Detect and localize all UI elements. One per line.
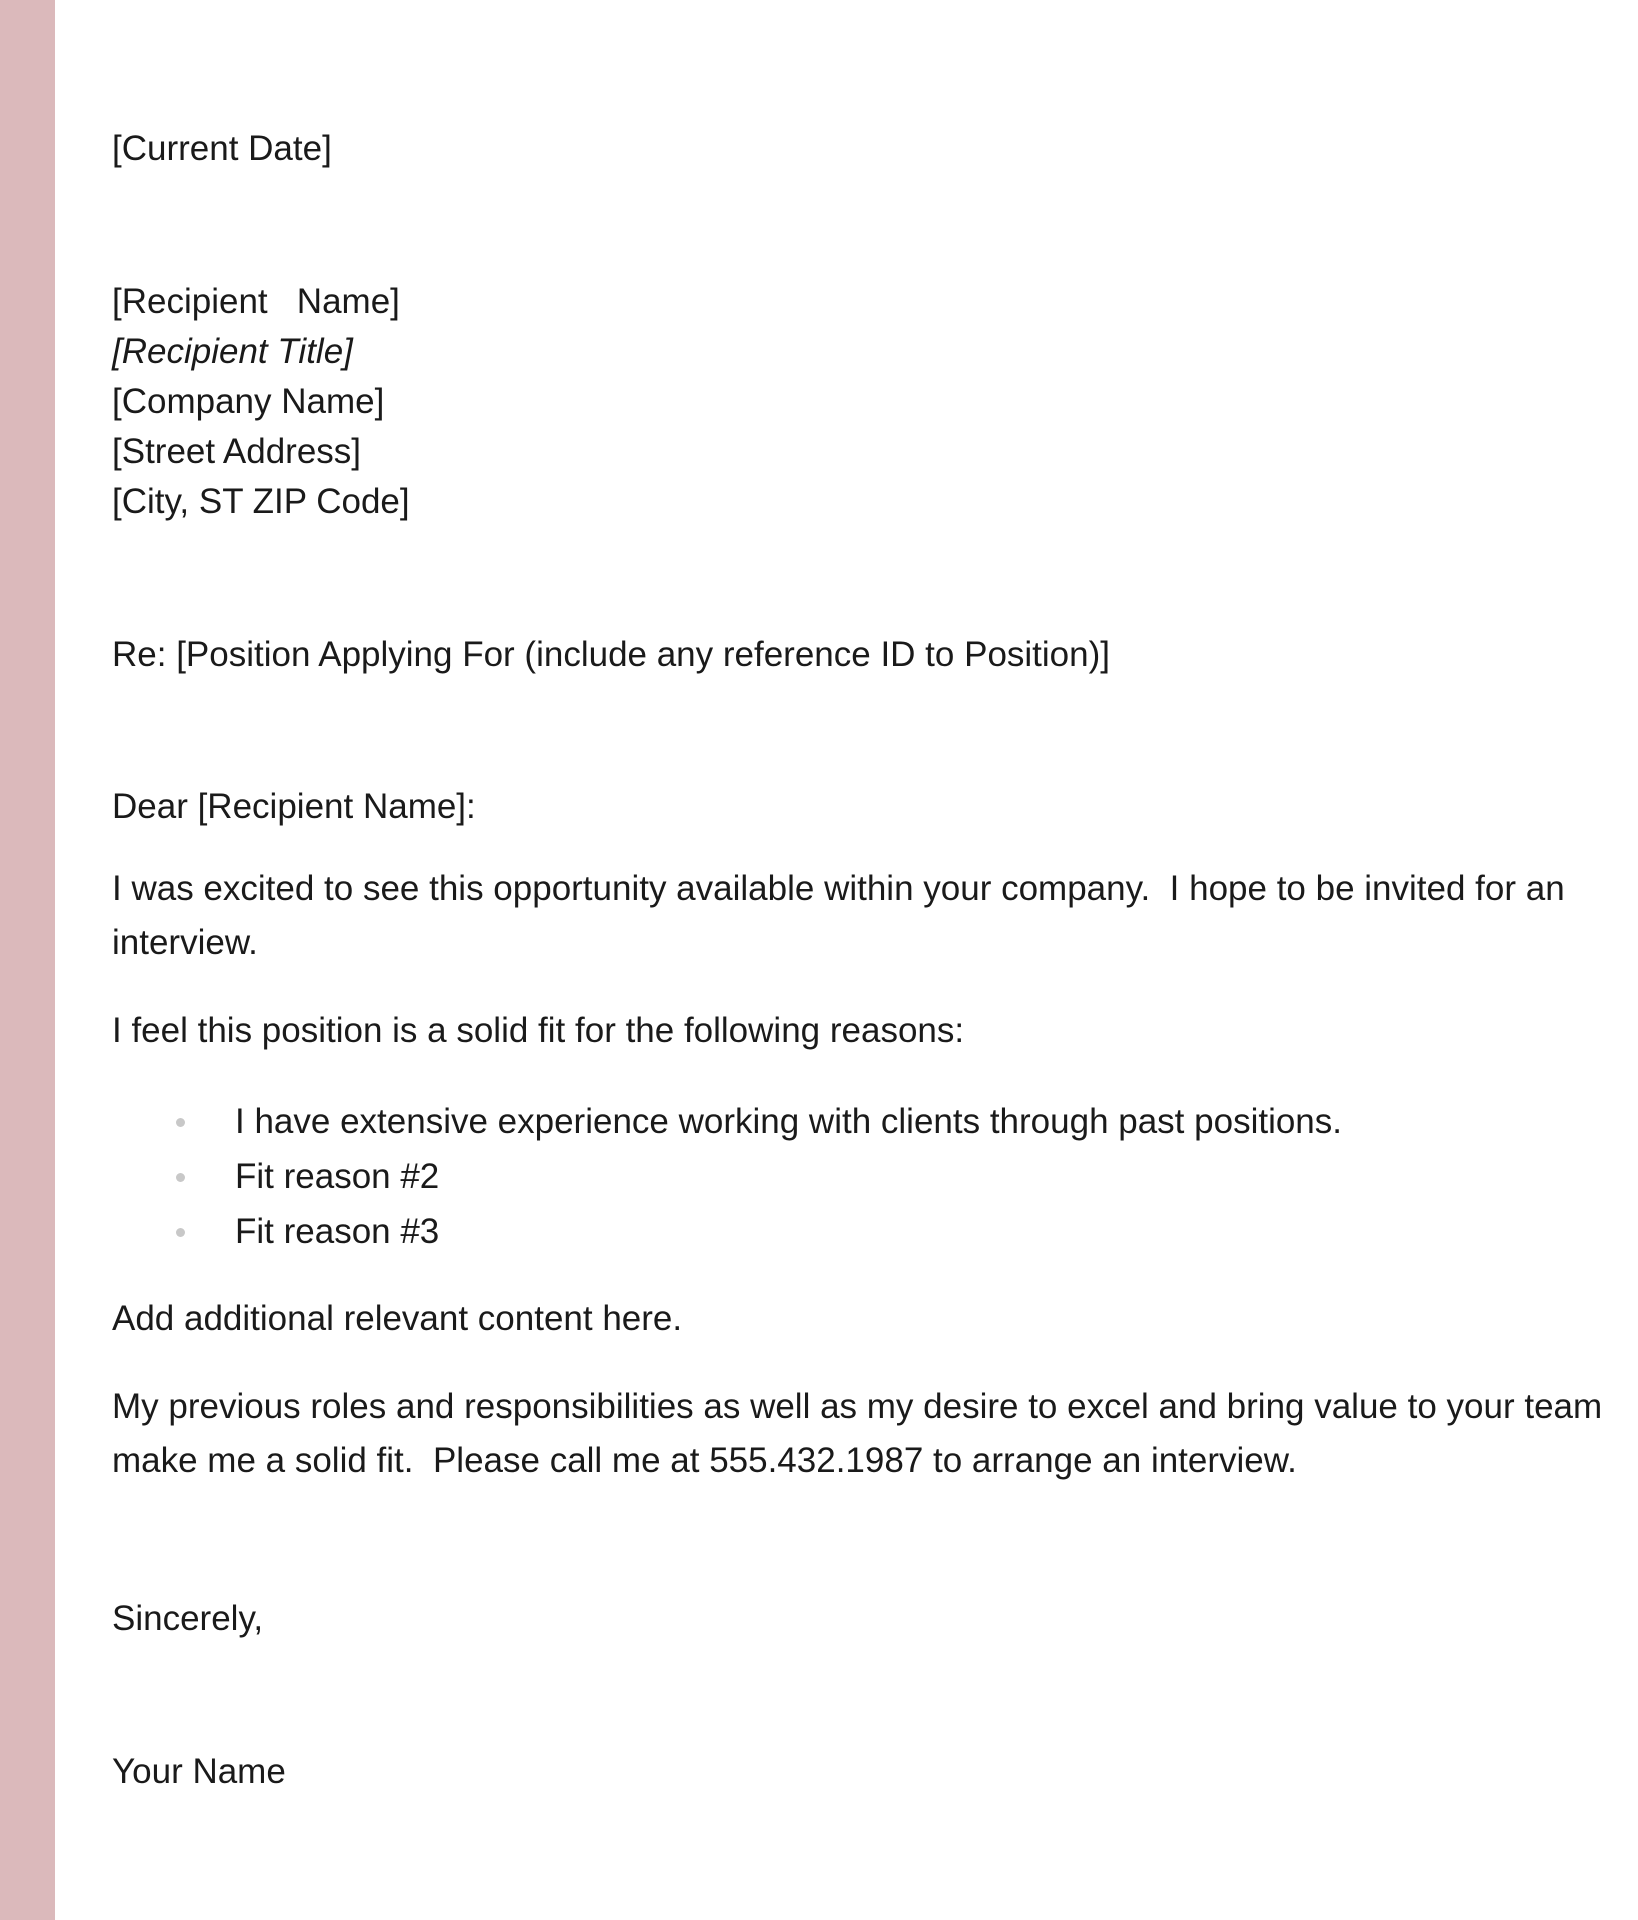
current-date: [Current Date]: [112, 129, 332, 168]
reasons-lead: I feel this position is a solid fit for the following reasons:: [112, 1011, 965, 1050]
side-accent-bar: [0, 0, 55, 1920]
salutation: Dear [Recipient Name]:: [112, 787, 476, 826]
recipient-title: [Recipient Title]: [112, 332, 353, 371]
intro-paragraph: I was excited to see this opportunity available within your company. I hope to be invited for an interview.: [112, 869, 1575, 962]
bullet-icon: [176, 1173, 185, 1182]
list-item: [112, 1094, 1342, 1149]
reasons-list: [112, 1094, 1342, 1259]
reason-text: I have extensive experience working with clients through past positions.: [235, 1102, 1342, 1141]
bullet-icon: [176, 1228, 185, 1237]
subject-line: Re: [Position Applying For (include any reference ID to Position)]: [112, 635, 1110, 674]
additional-content: Add additional relevant content here.: [112, 1299, 683, 1338]
reason-text: Fit reason #3: [235, 1212, 440, 1251]
signature-name: Your Name: [112, 1752, 286, 1791]
city-state-zip: [City, ST ZIP Code]: [112, 482, 410, 521]
list-item: [112, 1204, 1342, 1259]
company-name: [Company Name]: [112, 382, 385, 421]
street-address: [Street Address]: [112, 432, 362, 471]
closing-paragraph: My previous roles and responsibilities as well as my desire to excel and bring value to your team make me a solid fit. Please call me at 555.432.1987 to arrange an interview.: [112, 1387, 1612, 1480]
bullet-icon: [176, 1118, 185, 1127]
sign-off: Sincerely,: [112, 1599, 264, 1638]
recipient-name: [Recipient Name]: [112, 282, 400, 321]
list-item: [112, 1149, 1342, 1204]
reason-text: Fit reason #2: [235, 1157, 440, 1196]
